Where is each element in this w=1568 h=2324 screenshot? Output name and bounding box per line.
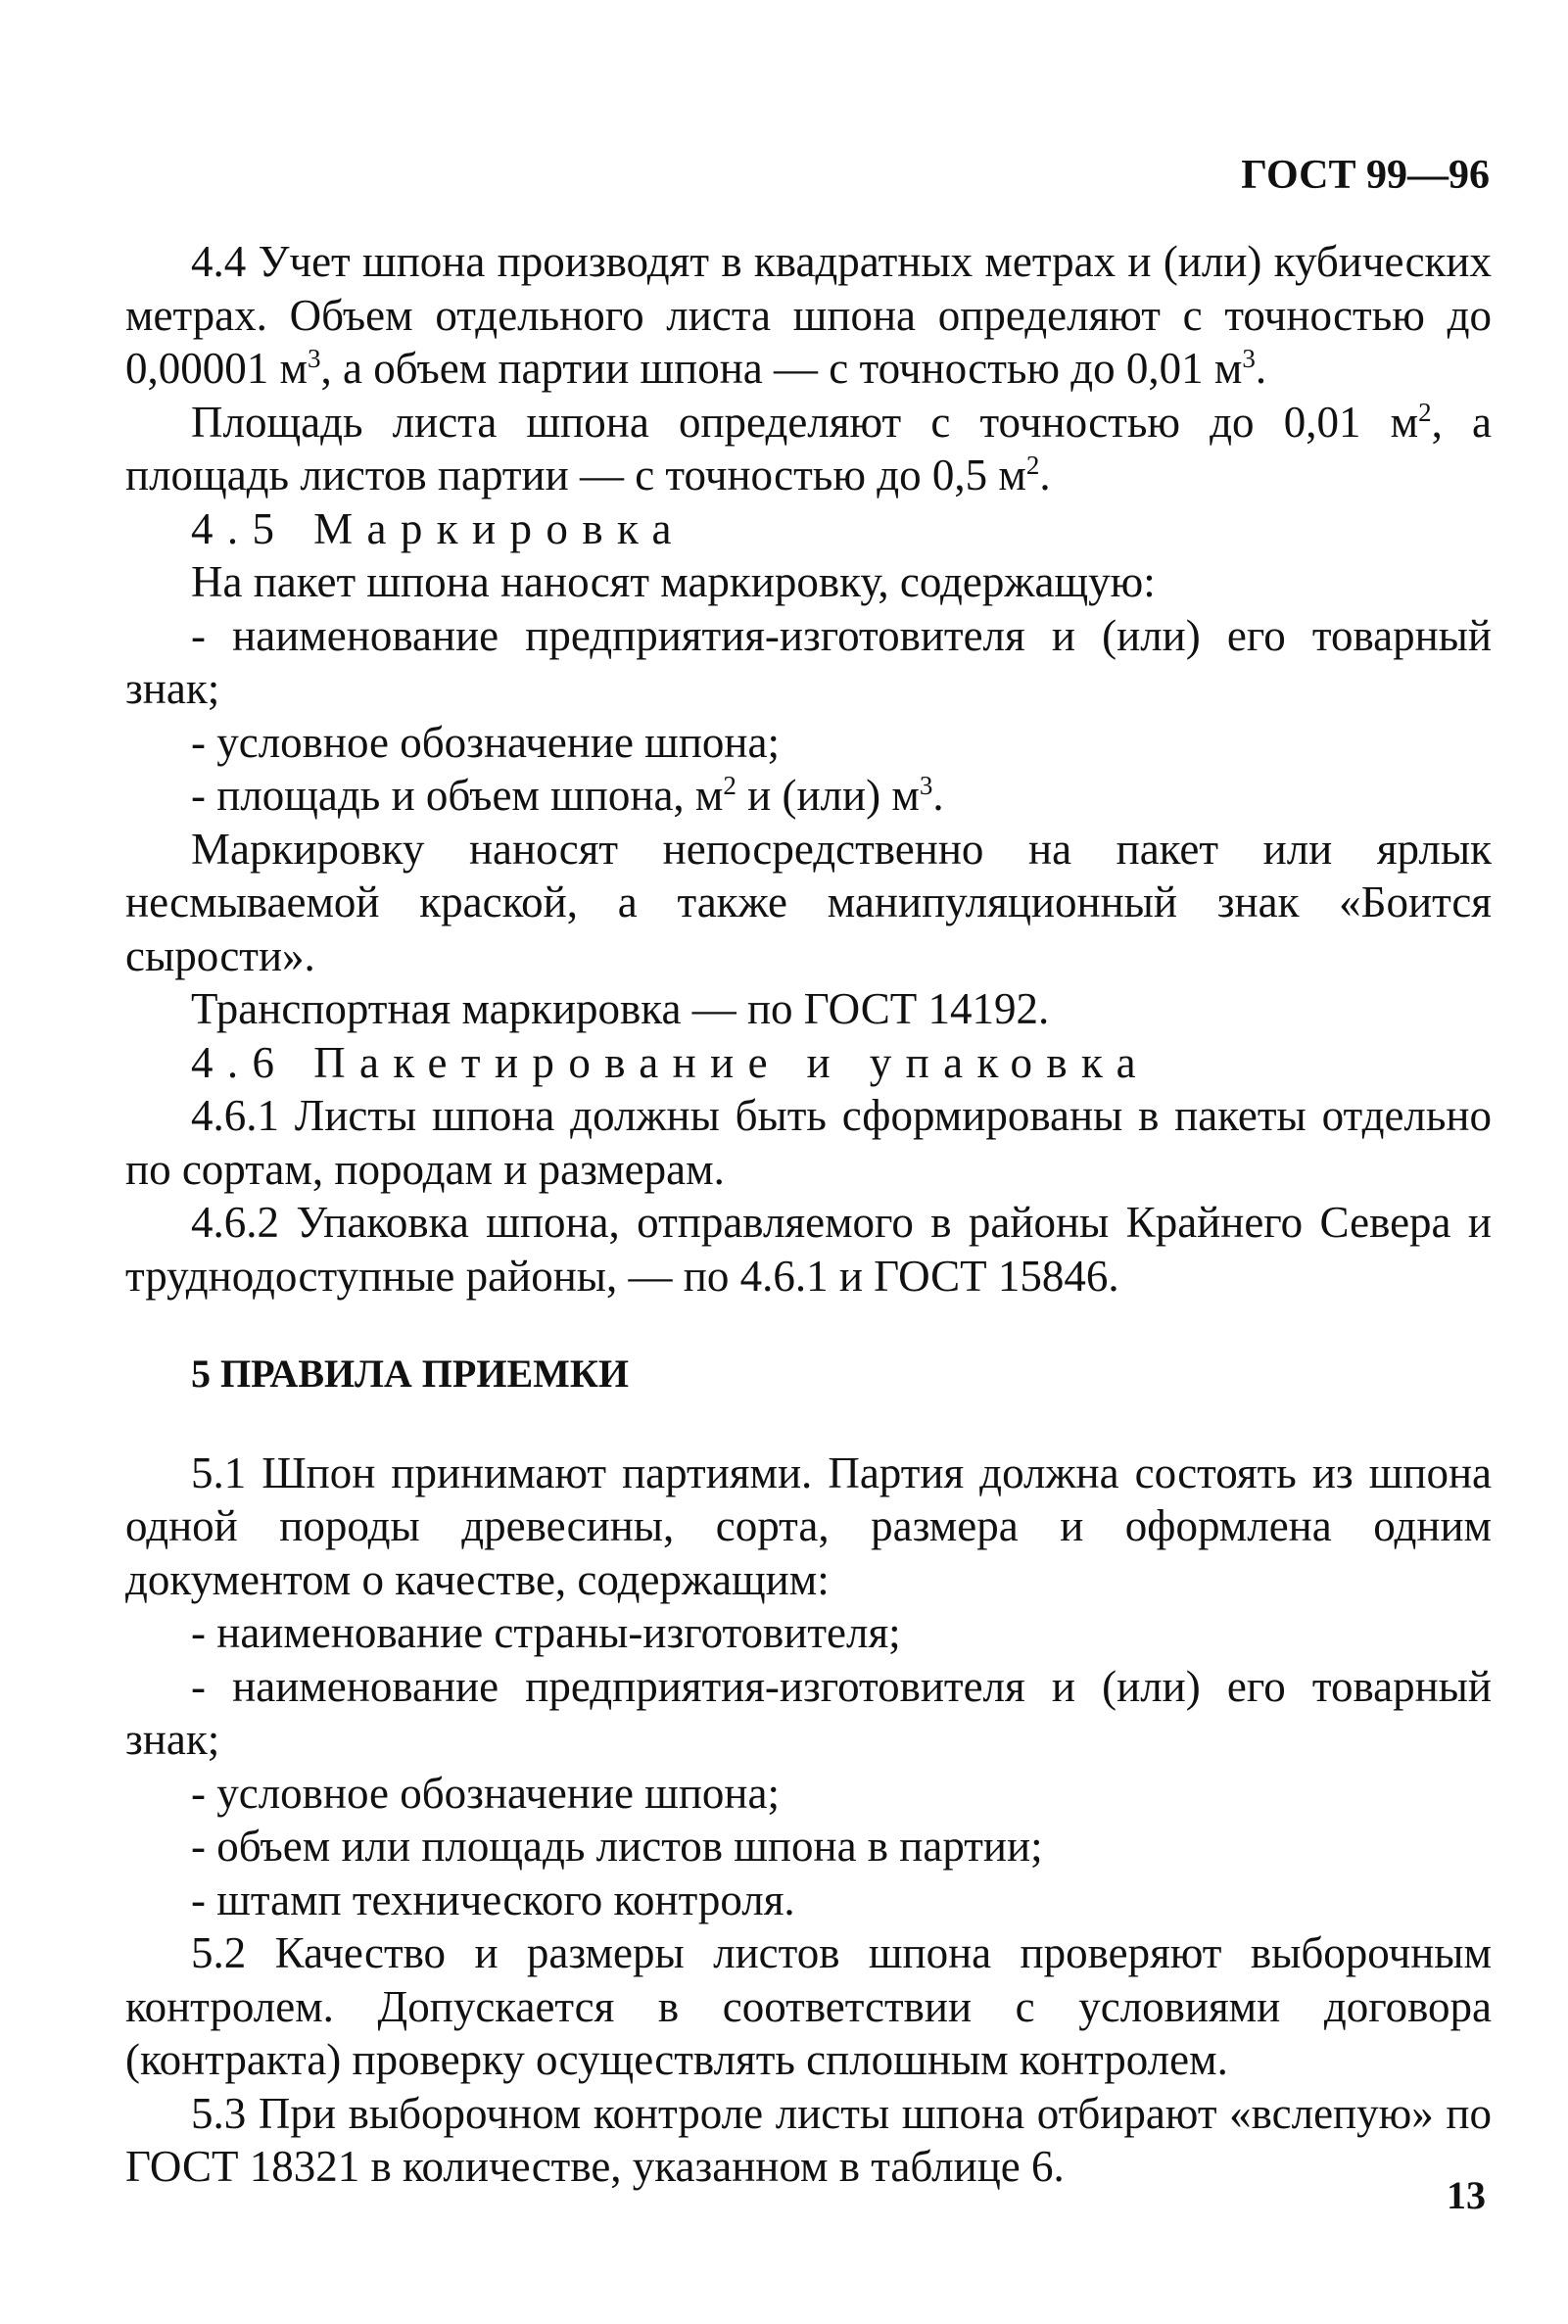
marking-intro: На пакет шпона наносят маркировку, содержащую: <box>191 557 1156 606</box>
marking-list-item: - площадь и объем шпона, $м^2$ и (или) $м^3$. <box>191 770 944 820</box>
acceptance-list-item: - наименование предприятия-изготовителя и (или) его товарный знак; <box>125 1661 1492 1764</box>
paragraph-4-4-area: Площадь листа шпона определяют с точностью до 0,01 $м^2$, а площадь листов партии — с точностью до 0,5 $м^2$. <box>125 397 1492 499</box>
page-number: 13 <box>1447 2173 1486 2217</box>
acceptance-list-item: - штамп технического контроля. <box>191 1874 795 1924</box>
paragraph-4-6-2: 4.6.2 Упаковка шпона, отправляемого в районы Крайнего Севера и труднодоступные районы, — по 4.6.1 и ГОСТ 15846. <box>125 1198 1492 1301</box>
document-body <box>125 235 1492 2194</box>
paragraph-4-6-1: 4.6.1 Листы шпона должны быть сформированы в пакеты отдельно по сортам, породам и размерам. <box>125 1091 1492 1194</box>
section-title-4-5: 4.5 Маркировка <box>191 503 686 553</box>
transport-marking-paragraph: Транспортная маркировка — по ГОСТ 14192. <box>191 984 1050 1033</box>
paragraph-5-2: 5.2 Качество и размеры листов шпона проверяют выборочным контролем. Допускается в соответствии с условиями договора (контракта) проверку осуществлять сплошным контролем. <box>125 1928 1492 2084</box>
document-header-code: ГОСТ 99—96 <box>1241 153 1490 198</box>
marking-list-item: - наименование предприятия-изготовителя и (или) его товарный знак; <box>125 610 1492 713</box>
acceptance-list-item: - наименование страны-изготовителя; <box>191 1608 901 1657</box>
section-heading-5: 5 ПРАВИЛА ПРИЕМКИ <box>191 1352 630 1396</box>
paragraph-5-1: 5.1 Шпон принимают партиями. Партия должна состоять из шпона одной породы древесины, сорта, размера и оформлена одним документом о качестве, содержащим: <box>125 1447 1492 1604</box>
acceptance-list-item: - условное обозначение шпона; <box>191 1768 780 1818</box>
section-title-4-6: 4.6 Пакетирование и упаковка <box>191 1037 1151 1087</box>
marking-paragraph: Маркировку наносят непосредственно на пакет или ярлык несмываемой краской, а также манипуляционный знак «Боится сырости». <box>125 824 1492 980</box>
paragraph-5-3: 5.3 При выборочном контроле листы шпона отбирают «вслепую» по ГОСТ 18321 в количестве, указанном в таблице 6. <box>125 2088 1492 2191</box>
marking-list-item: - условное обозначение шпона; <box>191 717 780 767</box>
acceptance-list-item: - объем или площадь листов шпона в партии; <box>191 1822 1043 1871</box>
paragraph-4-4: 4.4 Учет шпона производят в квадратных метрах и (или) кубических метрах. Объем отдельного листа шпона определяют с точностью до 0,00001 $м^3$, а объем партии шпона — с точностью до 0,01 $м^3$. <box>125 237 1492 393</box>
